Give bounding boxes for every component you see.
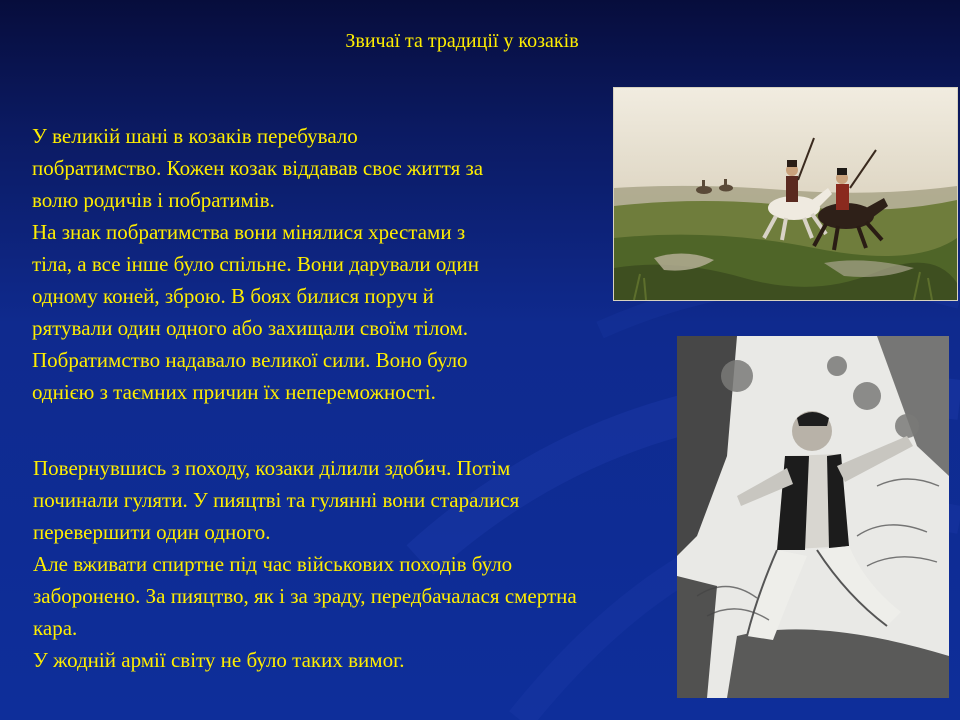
cossack-feast-engraving <box>677 336 949 698</box>
text-line: Але вживати спиртне під час військових походів було <box>33 552 513 576</box>
text-line: кара. <box>33 616 78 640</box>
text-line: побратимство. Кожен козак віддавав своє життя за <box>32 156 484 180</box>
text-line: У жодній армії світу не було таких вимог. <box>33 648 405 672</box>
text-line: одному коней, зброю. В боях билися поруч й <box>32 284 434 308</box>
text-line: На знак побратимства вони мінялися хрестами з <box>32 220 466 244</box>
cossack-riders-painting <box>613 87 958 301</box>
text-line: Побратимство надавало великої сили. Воно було <box>32 348 468 372</box>
text-line: однією з таємних причин їх непереможності. <box>32 380 436 404</box>
text-line: рятували один одного або захищали своїм тілом. <box>32 316 468 340</box>
paragraph-feasting <box>33 452 577 676</box>
text-line: перевершити один одного. <box>33 520 271 544</box>
text-line: починали гуляти. У пияцтві та гулянні вони старалися <box>33 488 520 512</box>
paragraph-brotherhood <box>32 120 483 408</box>
text-line: тіла, а все інше було спільне. Вони дарували один <box>32 252 479 276</box>
text-line: заборонено. За пияцтво, як і за зраду, передбачалася смертна <box>33 584 577 608</box>
slide-title: Звичаї та традиції у козаків <box>345 30 579 52</box>
text-line: У великій шані в козаків перебувало <box>32 124 358 148</box>
text-line: волю родичів і побратимів. <box>32 188 275 212</box>
text-line: Повернувшись з походу, козаки ділили здобич. Потім <box>33 456 511 480</box>
